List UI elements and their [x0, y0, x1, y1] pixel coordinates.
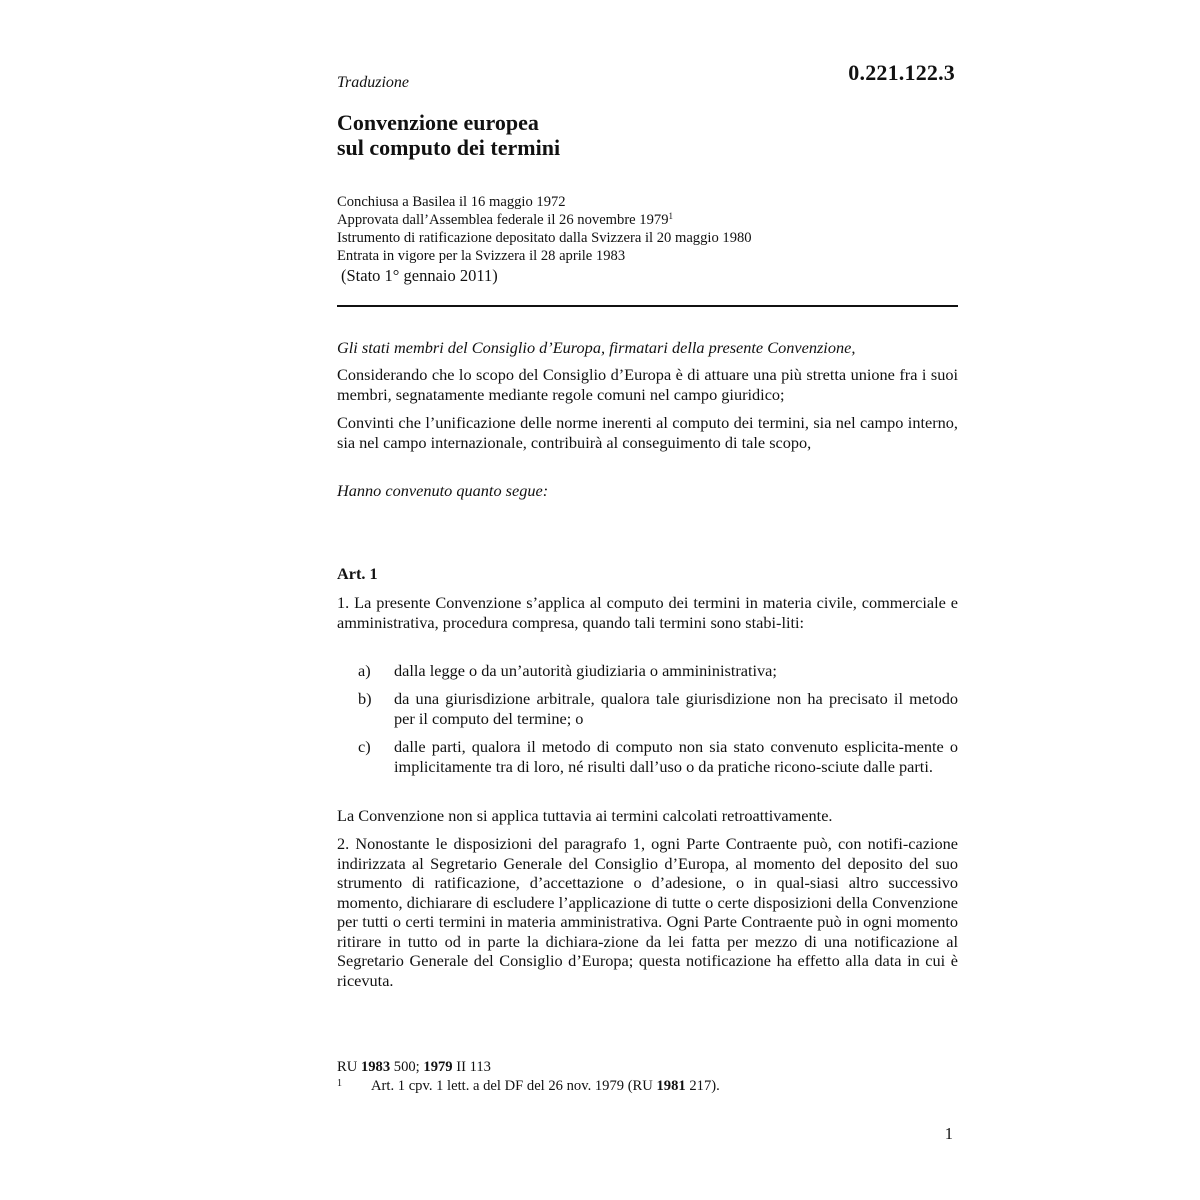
- list-item-text: da una giurisdizione arbitrale, qualora tale giurisdizione non ha precisato il metodo per il computo del termine; o: [394, 689, 958, 728]
- document-page: [337, 0, 958, 1200]
- preamble-considering: Considerando che lo scopo del Consiglio d’Europa è di attuare una più stretta unione fra i suoi membri, segnatamente mediante regole comuni nel campo giuridico;: [337, 365, 958, 404]
- entry-into-force-date: Entrata in vigore per la Svizzera il 28 aprile 1983: [337, 248, 626, 264]
- ru-year-2: 1979: [423, 1059, 453, 1075]
- footnote-year: 1981: [656, 1078, 686, 1094]
- footnote-number: 1: [337, 1078, 342, 1089]
- ru-mid: 500;: [393, 1059, 420, 1075]
- ru-reference: [337, 1058, 958, 1077]
- title-line-1: Convenzione europea: [337, 110, 539, 135]
- article-paragraph-1-closing: La Convenzione non si applica tuttavia ai termini calcolati retroattivamente.: [337, 806, 833, 825]
- status-date: (Stato 1° gennaio 2011): [341, 266, 498, 285]
- footnote-ref-1[interactable]: 1: [668, 211, 673, 221]
- list-item-letter: b): [358, 689, 372, 708]
- footnote-1: [337, 1077, 958, 1096]
- list-item: [337, 689, 958, 728]
- concluded-date: Conchiusa a Basilea il 16 maggio 1972: [337, 194, 566, 210]
- ru-year-1: 1983: [360, 1059, 391, 1075]
- sr-number: 0.221.122.3: [848, 60, 955, 85]
- article-heading: Art. 1: [337, 564, 378, 583]
- document-title: [337, 110, 560, 160]
- footnote-text-prefix: Art. 1 cpv. 1 lett. a del DF del 26 nov. 1979 (RU: [371, 1078, 653, 1094]
- preamble-intro: Gli stati membri del Consiglio d’Europa, firmatari della presente Convenzione,: [337, 338, 856, 357]
- header-divider: [337, 305, 958, 307]
- article-paragraph-1: 1. La presente Convenzione s’applica al computo dei termini in materia civile, commerciale e amministrativa, procedura compresa, quando tali termini sono stabi-liti:: [337, 593, 958, 632]
- list-item-text: dalla legge o da un’autorità giudiziaria o ammininistrativa;: [394, 661, 777, 680]
- approved-date-text: Approvata dall’Assemblea federale il 26 novembre 1979: [337, 212, 669, 228]
- list-item-text: dalle parti, qualora il metodo di computo non sia stato convenuto esplicita-mente o implicitamente tra di loro, né risulti dall’uso o da pratiche ricono-sciute dalle parti.: [394, 737, 958, 776]
- approved-date: [337, 211, 752, 229]
- footnotes: [337, 1058, 958, 1096]
- list-item-letter: c): [358, 737, 371, 756]
- list-item: [337, 661, 958, 681]
- footnote-text-suffix: 217).: [689, 1078, 720, 1094]
- title-line-2: sul computo dei termini: [337, 135, 561, 160]
- article-paragraph-2: 2. Nonostante le disposizioni del paragrafo 1, ogni Parte Contraente può, con notifi-cazione indirizzata al Segretario Generale del Consiglio d’Europa, al momento del deposito del suo strumento di ratificazione, d’accettazione o d’adesione, o in qual-siasi altro successivo momento, dichiarare di escludere l’applicazione di tutte o certe disposizioni della Convenzione per tutti o certi termini in materia amministrativa. Ogni Parte Contraente può in ogni momento ritirare in tutto od in parte la dichiara-zione da lei fatta per mezzo di una notificazione al Segretario Generale del Consiglio d’Europa; questa notificazione ha effetto alla data in cui è ricevuta.: [337, 834, 958, 990]
- translation-label: Traduzione: [337, 74, 410, 91]
- list-item-letter: a): [358, 661, 371, 680]
- footnote-text: [371, 1077, 958, 1096]
- page-number: 1: [944, 1124, 953, 1143]
- document-metadata: [337, 193, 752, 265]
- preamble-convinced: Convinti che l’unificazione delle norme inerenti al computo dei termini, sia nel campo interno, sia nel campo internazionale, contribuirà al conseguimento di tale scopo,: [337, 413, 958, 452]
- list-item: [337, 737, 958, 776]
- ru-suffix: II 113: [456, 1059, 491, 1075]
- ratification-date: Istrumento di ratificazione depositato dalla Svizzera il 20 maggio 1980: [337, 230, 752, 246]
- preamble-agreed: Hanno convenuto quanto segue:: [337, 481, 549, 500]
- ru-prefix: RU: [337, 1059, 358, 1075]
